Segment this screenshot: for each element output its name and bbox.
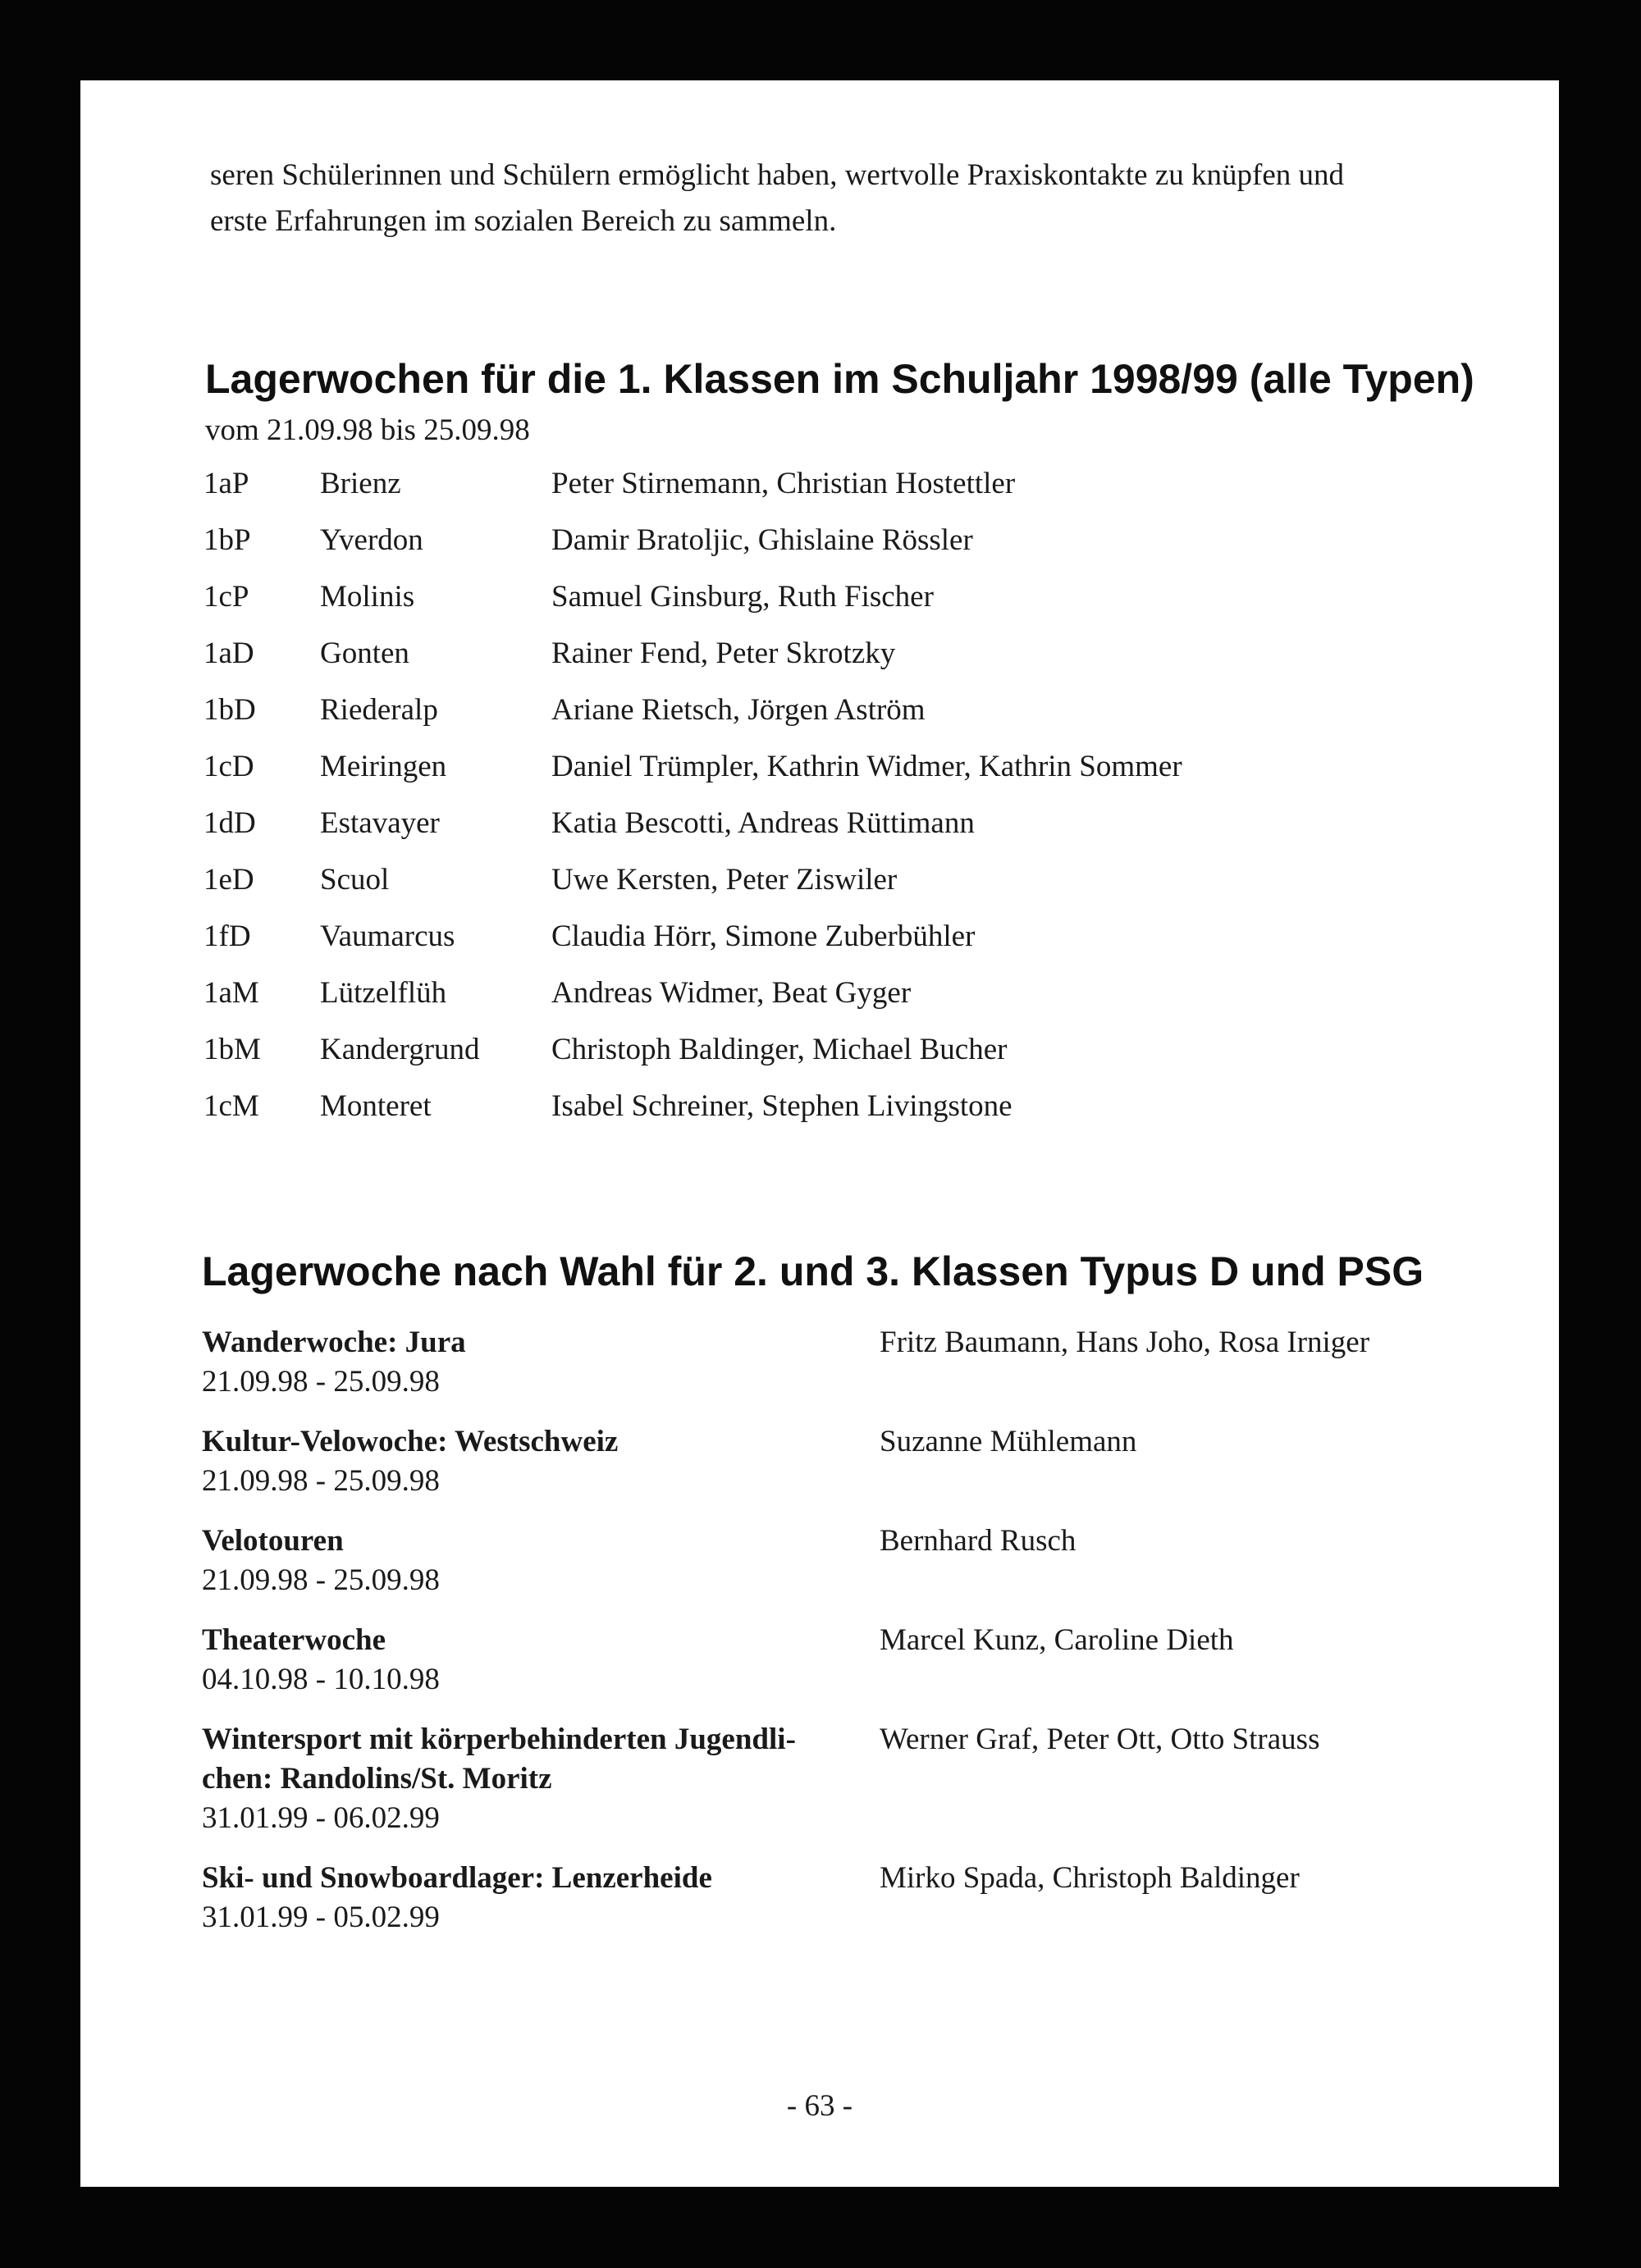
- camp-dates: 31.01.99 - 05.02.99: [202, 1901, 440, 1934]
- class-code: 1cP: [203, 580, 249, 614]
- camp-location: Meiringen: [320, 750, 447, 783]
- camp-location: Molinis: [320, 580, 415, 614]
- elective-camp-item: [202, 1422, 1531, 1501]
- camp-title: Theaterwoche: [202, 1623, 386, 1657]
- elective-camp-item: [202, 1720, 1531, 1838]
- class-code: 1aD: [203, 637, 254, 670]
- class-row: [203, 1088, 1533, 1145]
- camp-title: Ski- und Snowboardlager: Lenzerheide: [202, 1861, 712, 1895]
- camp-location: Vaumarcus: [320, 920, 455, 953]
- section-1-date-range: vom 21.09.98 bis 25.09.98: [205, 413, 530, 447]
- teacher-names: Peter Stirnemann, Christian Hostettler: [551, 467, 1016, 500]
- intro-paragraph: [210, 153, 1556, 244]
- camp-location: Lützelflüh: [320, 976, 447, 1010]
- camp-title: Wintersport mit körperbehinderten Jugendli-chen: Randolins/St. Moritz: [202, 1723, 796, 1796]
- class-code: 1aM: [203, 976, 259, 1010]
- camp-dates: 31.01.99 - 06.02.99: [202, 1801, 440, 1835]
- class-row: [203, 862, 1533, 919]
- section-2-heading: Lagerwoche nach Wahl für 2. und 3. Klassen Typus D und PSG: [202, 1248, 1424, 1294]
- class-code: 1cD: [203, 750, 254, 783]
- page-number: - 63 -: [786, 2089, 853, 2123]
- camp-teachers: Fritz Baumann, Hans Joho, Rosa Irniger: [880, 1326, 1370, 1359]
- class-code: 1cM: [203, 1089, 259, 1123]
- camp-title: Wanderwoche: Jura: [202, 1326, 466, 1359]
- camp-dates: 21.09.98 - 25.09.98: [202, 1563, 440, 1597]
- teacher-names: Isabel Schreiner, Stephen Livingstone: [551, 1089, 1012, 1123]
- camp-location: Kandergrund: [320, 1033, 480, 1066]
- camp-location: Gonten: [320, 637, 409, 670]
- elective-camp-item: [202, 1621, 1531, 1700]
- camp-teachers: Bernhard Rusch: [880, 1524, 1076, 1558]
- class-code: 1bP: [203, 523, 251, 557]
- camp-location: Yverdon: [320, 523, 423, 557]
- camp-location: Monteret: [320, 1089, 432, 1123]
- class-code: 1fD: [203, 920, 251, 953]
- class-code: 1bM: [203, 1033, 261, 1066]
- camp-title: Velotouren: [202, 1524, 344, 1558]
- class-row: [203, 466, 1533, 523]
- teacher-names: Samuel Ginsburg, Ruth Fischer: [551, 580, 934, 614]
- class-row: [203, 523, 1533, 579]
- class-code: 1dD: [203, 806, 256, 840]
- class-row: [203, 579, 1533, 636]
- teacher-names: Daniel Trümpler, Kathrin Widmer, Kathrin Sommer: [551, 750, 1182, 783]
- class-code: 1bD: [203, 693, 256, 727]
- camp-location: Brienz: [320, 467, 401, 500]
- elective-camp-item: [202, 1522, 1531, 1600]
- camp-dates: 04.10.98 - 10.10.98: [202, 1663, 440, 1696]
- class-code: 1aP: [203, 467, 249, 500]
- elective-camp-item: [202, 1859, 1531, 1937]
- camp-title: Kultur-Velowoche: Westschweiz: [202, 1425, 619, 1458]
- section-1-heading: Lagerwochen für die 1. Klassen im Schuljahr 1998/99 (alle Typen): [205, 356, 1474, 402]
- class-row: [203, 636, 1533, 692]
- camp-teachers: Mirko Spada, Christoph Baldinger: [880, 1861, 1300, 1895]
- camp-dates: 21.09.98 - 25.09.98: [202, 1365, 440, 1399]
- class-row: [203, 692, 1533, 749]
- class-row: [203, 805, 1533, 862]
- teacher-names: Ariane Rietsch, Jörgen Aström: [551, 693, 926, 727]
- class-row: [203, 975, 1533, 1032]
- intro-line-1: seren Schülerinnen und Schülern ermöglicht haben, wertvolle Praxiskontakte zu knüpfen und: [210, 158, 1344, 192]
- document-page: [80, 80, 1559, 2187]
- camp-location: Scuol: [320, 863, 390, 897]
- class-row: [203, 1032, 1533, 1088]
- elective-camp-list: [202, 1323, 1531, 1958]
- teacher-names: Uwe Kersten, Peter Ziswiler: [551, 863, 898, 897]
- teacher-names: Katia Bescotti, Andreas Rüttimann: [551, 806, 975, 840]
- class-row: [203, 749, 1533, 805]
- camp-location: Riederalp: [320, 693, 438, 727]
- camp-teachers: Marcel Kunz, Caroline Dieth: [880, 1623, 1234, 1657]
- class-row: [203, 919, 1533, 975]
- intro-line-2: erste Erfahrungen im sozialen Bereich zu sammeln.: [210, 204, 837, 238]
- camp-class-list: [203, 466, 1533, 1145]
- camp-teachers: Suzanne Mühlemann: [880, 1425, 1137, 1458]
- elective-camp-item: [202, 1323, 1531, 1402]
- teacher-names: Christoph Baldinger, Michael Bucher: [551, 1033, 1008, 1066]
- teacher-names: Claudia Hörr, Simone Zuberbühler: [551, 920, 976, 953]
- class-code: 1eD: [203, 863, 254, 897]
- camp-dates: 21.09.98 - 25.09.98: [202, 1464, 440, 1498]
- camp-location: Estavayer: [320, 806, 440, 840]
- teacher-names: Andreas Widmer, Beat Gyger: [551, 976, 912, 1010]
- teacher-names: Rainer Fend, Peter Skrotzky: [551, 637, 896, 670]
- camp-teachers: Werner Graf, Peter Ott, Otto Strauss: [880, 1723, 1320, 1756]
- teacher-names: Damir Bratoljic, Ghislaine Rössler: [551, 523, 973, 557]
